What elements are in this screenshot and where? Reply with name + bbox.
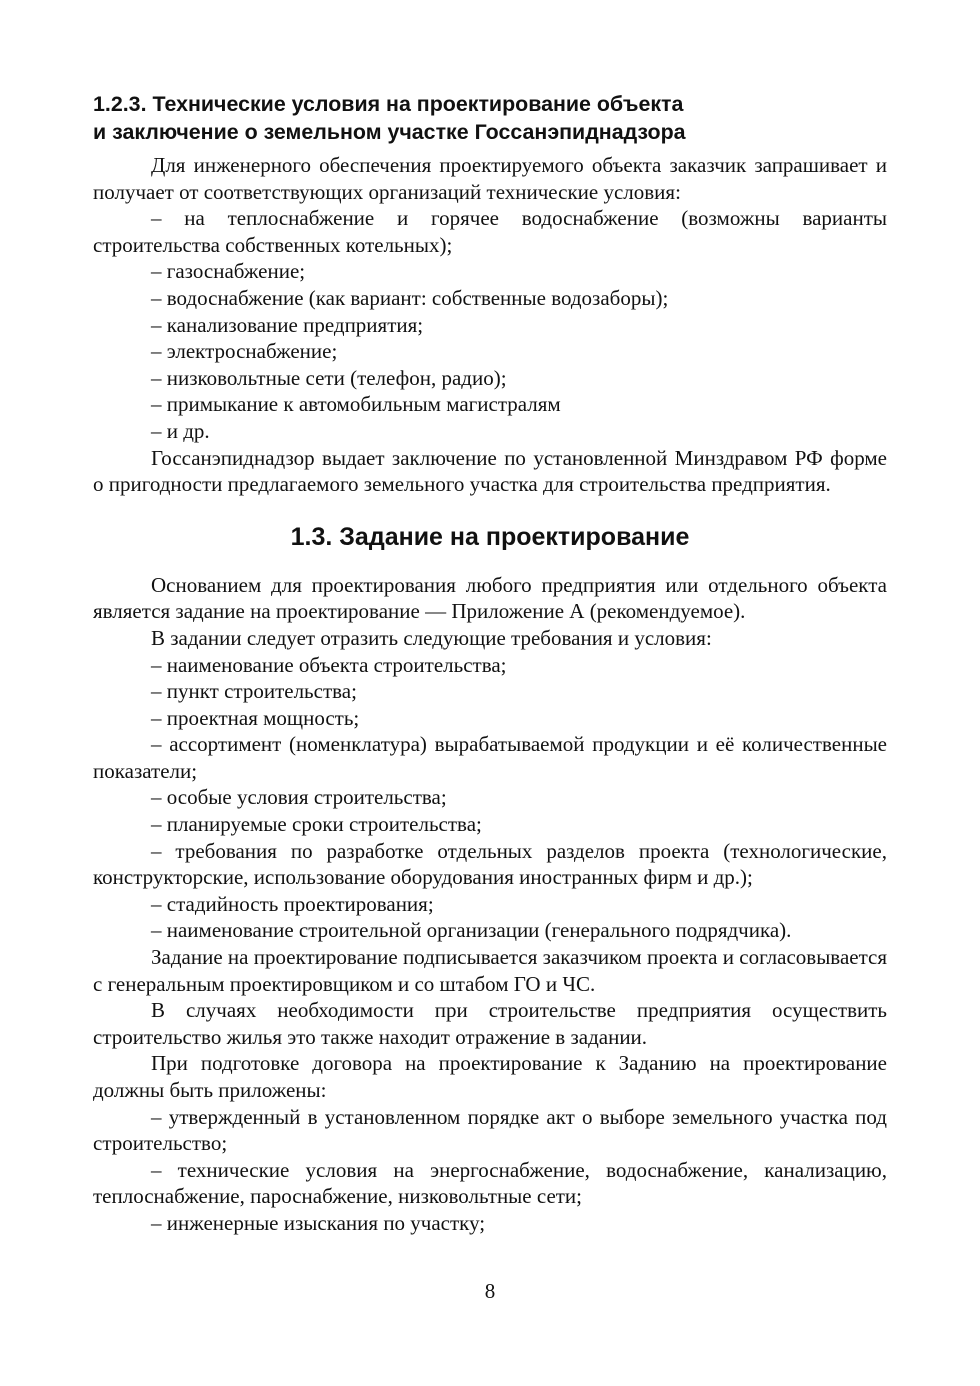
list-item: – наименование строительной организации (генерального подрядчика). — [151, 918, 792, 943]
paragraph: В случаях необходимости при строительстве предприятия осуществить строительство жилья это также находит отражение в задании. — [93, 998, 887, 1049]
list-item: – пункт строительства; — [151, 679, 357, 704]
subsection-heading-line-1: 1.2.3. Технические условия на проектирование объекта — [93, 92, 684, 116]
list-item: – канализование предприятия; — [151, 312, 424, 337]
list-item: – ассортимент (номенклатура) вырабатываемой продукции и её количественные показатели; — [93, 732, 887, 783]
paragraph: При подготовке договора на проектирование к Заданию на проектирование должны быть приложены: — [93, 1051, 887, 1102]
paragraph: Основанием для проектирования любого предприятия или отдельного объекта является задание на проектирование — Приложение А (рекомендуемое). — [93, 572, 887, 624]
paragraph: Задание на проектирование подписывается заказчиком проекта и согласовывается с генеральным проектировщиком и со штабом ГО и ЧС. — [93, 945, 887, 996]
list-item: – утвержденный в установленном порядке акт о выборе земельного участка под строительство; — [93, 1104, 887, 1156]
list-item: – низковольтные сети (телефон, радио); — [151, 365, 507, 390]
subsection-heading — [93, 90, 887, 146]
subsection-body — [93, 152, 887, 498]
list-item: – примыкание к автомобильным магистралям — [151, 392, 561, 417]
list-item: – газоснабжение; — [151, 259, 306, 284]
page-number: 8 — [484, 1279, 496, 1303]
paragraph: В задании следует отразить следующие требования и условия: — [151, 625, 712, 650]
list-item: – проектная мощность; — [151, 705, 360, 730]
section-heading: 1.3. Задание на проектирование — [290, 522, 690, 551]
section-body — [93, 572, 887, 1237]
list-item: – требования по разработке отдельных разделов проекта (технологические, конструкторские, использование оборудования иностранных фирм и др.); — [93, 838, 887, 890]
list-item: – электроснабжение; — [151, 339, 338, 364]
list-item: – технические условия на энергоснабжение, водоснабжение, канализацию, теплоснабжение, пароснабжение, низковольтные сети; — [93, 1157, 887, 1209]
list-item: – наименование объекта строительства; — [151, 652, 507, 677]
list-item: – и др. — [151, 418, 210, 443]
subsection-heading-line-2: и заключение о земельном участке Госсанэпиднадзора — [93, 120, 686, 144]
list-item: – стадийность проектирования; — [151, 891, 434, 916]
list-item: – инженерные изыскания по участку; — [151, 1210, 486, 1235]
list-item: – водоснабжение (как вариант: собственные водозаборы); — [151, 285, 669, 310]
list-item: – особые условия строительства; — [151, 785, 447, 810]
page-content — [93, 90, 887, 1237]
list-item: – на теплоснабжение и горячее водоснабжение (возможны варианты строительства собственных котельных); — [93, 206, 887, 257]
paragraph: Госсанэпиднадзор выдает заключение по установленной Минздравом РФ форме о пригодности предлагаемого земельного участка для строительства предприятия. — [93, 445, 887, 497]
paragraph: Для инженерного обеспечения проектируемого объекта заказчик запрашивает и получает от соответствующих организаций технические условия: — [93, 153, 887, 204]
list-item: – планируемые сроки строительства; — [151, 812, 482, 837]
